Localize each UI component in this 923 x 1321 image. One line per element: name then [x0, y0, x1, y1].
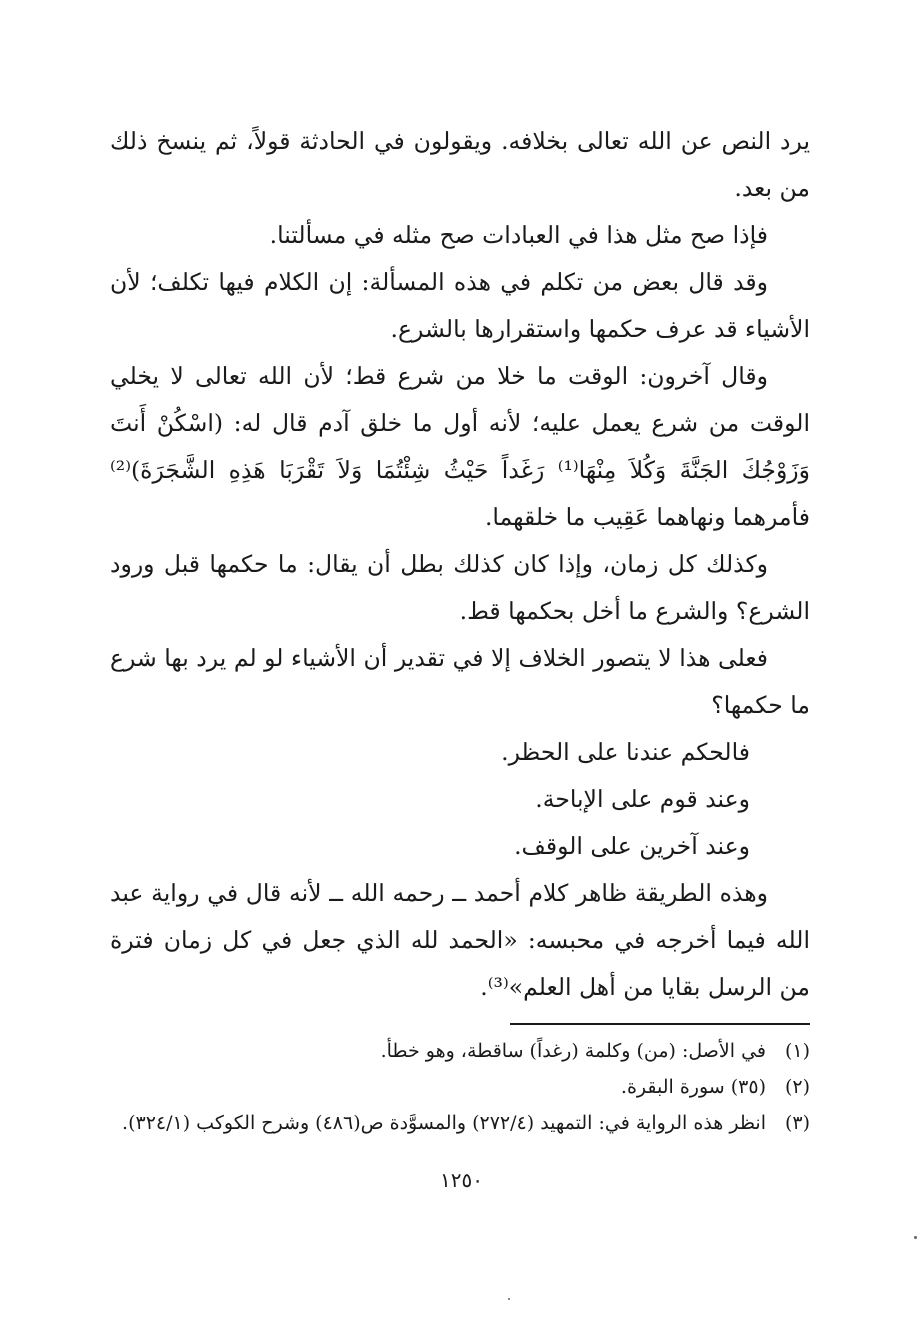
paragraph-5: وكذلك كل زمان، وإذا كان كذلك بطل أن يقال: ما حكمها قبل ورود الشرع؟ والشرع ما أخل بحكمها قط. [110, 550, 810, 625]
scan-speck [508, 1298, 510, 1300]
footnote-1 [110, 1033, 810, 1069]
paragraph-2: فإذا صح مثل هذا في العبادات صح مثله في مسألتنا. [269, 221, 768, 249]
paragraph-6: فعلى هذا لا يتصور الخلاف إلا في تقدير أن الأشياء لو لم يرد بها شرع ما حكمها؟ [110, 644, 810, 719]
page-content [110, 118, 810, 1141]
page-number: ١٢٥٠ [440, 1168, 483, 1192]
footnote-text: في الأصل: (من) وكلمة (رغداً) ساقطة، وهو خطأ. [380, 1040, 766, 1062]
paragraph-8: وعند قوم على الإباحة. [535, 785, 750, 813]
paragraph-9: وعند آخرين على الوقف. [514, 832, 750, 860]
footnote-number: (٢) [784, 1076, 810, 1098]
scan-speck [914, 1236, 917, 1239]
footnote-number: (٣) [784, 1112, 810, 1134]
footnote-text: انظر هذه الرواية في: التمهيد (٢٧٢/٤) والمسوَّدة ص(٤٨٦) وشرح الكوكب (٣٢٤/١). [122, 1112, 766, 1134]
footnote-3 [110, 1105, 810, 1141]
footnote-2 [110, 1069, 810, 1105]
paragraph-10: وهذه الطريقة ظاهر كلام أحمد ــ رحمه الله ــ لأنه قال في رواية عبد الله فيما أخرجه في محبسه: «الحمد لله الذي جعل في كل زمان فترة من الرسل بقايا من أهل العلم»⁽³⁾. [110, 879, 810, 1001]
main-text [110, 118, 810, 1011]
footnote-number: (١) [784, 1040, 810, 1062]
paragraph-1: يرد النص عن الله تعالى بخلافه. ويقولون في الحادثة قولاً، ثم ينسخ ذلك من بعد. [110, 127, 810, 202]
footnotes [110, 1033, 810, 1141]
paragraph-3: وقد قال بعض من تكلم في هذه المسألة: إن الكلام فيها تكلف؛ لأن الأشياء قد عرف حكمها واستقرارها بالشرع. [110, 268, 810, 343]
footnote-text: (٣٥) سورة البقرة. [620, 1076, 766, 1098]
paragraph-7: فالحكم عندنا على الحظر. [501, 738, 750, 766]
paragraph-4: وقال آخرون: الوقت ما خلا من شرع قط؛ لأن الله تعالى لا يخلي الوقت من شرع يعمل عليه؛ لأنه أول ما خلق آدم قال له: (اسْكُنْ أَنتَ وَزَوْجُكَ الجَنَّةَ وَكُلاَ مِنْهَا⁽¹⁾ رَغَداً حَيْثُ شِئْتُمَا وَلاَ تَقْرَبَا هَذِهِ الشَّجَرَةَ)⁽²⁾ فأمرهما ونهاهما عَقِيب ما خلقهما. [110, 362, 810, 531]
footnote-divider [510, 1023, 810, 1025]
